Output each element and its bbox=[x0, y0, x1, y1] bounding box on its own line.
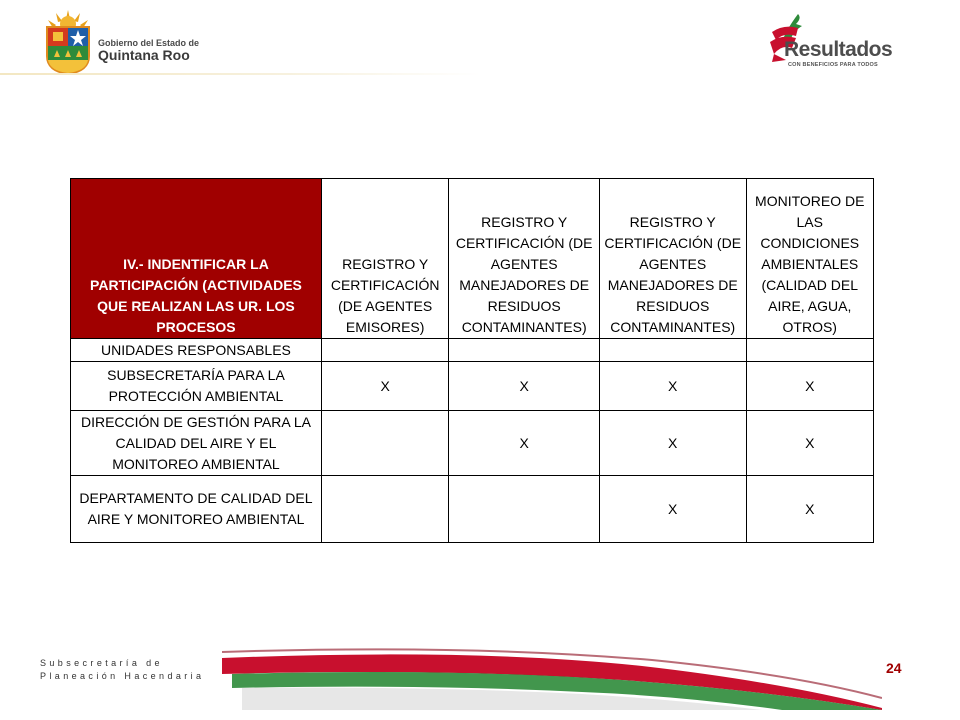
table-cell: X bbox=[449, 362, 600, 411]
column-header: MONITOREO DE LAS CONDICIONES AMBIENTALES (CALIDAD DEL AIRE, AGUA, OTROS) bbox=[746, 179, 874, 339]
footer-organization bbox=[40, 657, 204, 683]
table-cell bbox=[449, 339, 600, 362]
table-header-row bbox=[71, 179, 874, 339]
table-cell bbox=[321, 476, 448, 543]
state-shield-icon bbox=[42, 10, 94, 76]
table-cell: X bbox=[599, 476, 746, 543]
unit-name-cell: UNIDADES RESPONSABLES bbox=[71, 339, 322, 362]
unit-name-cell: DIRECCIÓN DE GESTIÓN PARA LA CALIDAD DEL AIRE Y EL MONITOREO AMBIENTAL bbox=[71, 411, 322, 476]
table-row bbox=[71, 362, 874, 411]
table-cell: X bbox=[599, 411, 746, 476]
state-government-logo bbox=[42, 10, 202, 76]
table-cell: X bbox=[599, 362, 746, 411]
column-header: REGISTRO Y CERTIFICACIÓN (DE AGENTES MANEJADORES DE RESIDUOS CONTAMINANTES) bbox=[599, 179, 746, 339]
logo-line2: Quintana Roo bbox=[98, 47, 190, 63]
table-cell bbox=[321, 411, 448, 476]
table-row bbox=[71, 476, 874, 543]
table-cell bbox=[599, 339, 746, 362]
unit-name-cell: SUBSECRETARÍA PARA LA PROTECCIÓN AMBIENTAL bbox=[71, 362, 322, 411]
column-header: REGISTRO Y CERTIFICACIÓN (DE AGENTES EMISORES) bbox=[321, 179, 448, 339]
participation-matrix bbox=[70, 178, 874, 543]
footer-swoosh-decoration bbox=[222, 648, 882, 710]
table-row bbox=[71, 411, 874, 476]
logo-line1: Gobierno del Estado de bbox=[98, 38, 200, 48]
table-cell: X bbox=[746, 362, 874, 411]
table-cell bbox=[321, 339, 448, 362]
table-cell: X bbox=[746, 476, 874, 543]
table-cell: X bbox=[449, 411, 600, 476]
table-row bbox=[71, 339, 874, 362]
page-number: 24 bbox=[886, 660, 902, 676]
header-divider bbox=[0, 73, 480, 75]
logo-word: Resultados bbox=[784, 38, 893, 61]
footer-org-line2: Planeación Hacendaria bbox=[40, 671, 205, 681]
table-cell: X bbox=[321, 362, 448, 411]
table-cell bbox=[746, 339, 874, 362]
footer-org-line1: Subsecretaría de bbox=[40, 658, 163, 668]
logo-tagline: CON BENEFICIOS PARA TODOS bbox=[788, 62, 878, 68]
header-main-cell: IV.- INDENTIFICAR LA PARTICIPACIÓN (ACTIVIDADES QUE REALIZAN LAS UR. LOS PROCESOS bbox=[71, 179, 322, 339]
table-cell bbox=[449, 476, 600, 543]
unit-name-cell: DEPARTAMENTO DE CALIDAD DEL AIRE Y MONITOREO AMBIENTAL bbox=[71, 476, 322, 543]
column-header: REGISTRO Y CERTIFICACIÓN (DE AGENTES MANEJADORES DE RESIDUOS CONTAMINANTES) bbox=[449, 179, 600, 339]
resultados-logo bbox=[768, 12, 903, 74]
table-cell: X bbox=[746, 411, 874, 476]
